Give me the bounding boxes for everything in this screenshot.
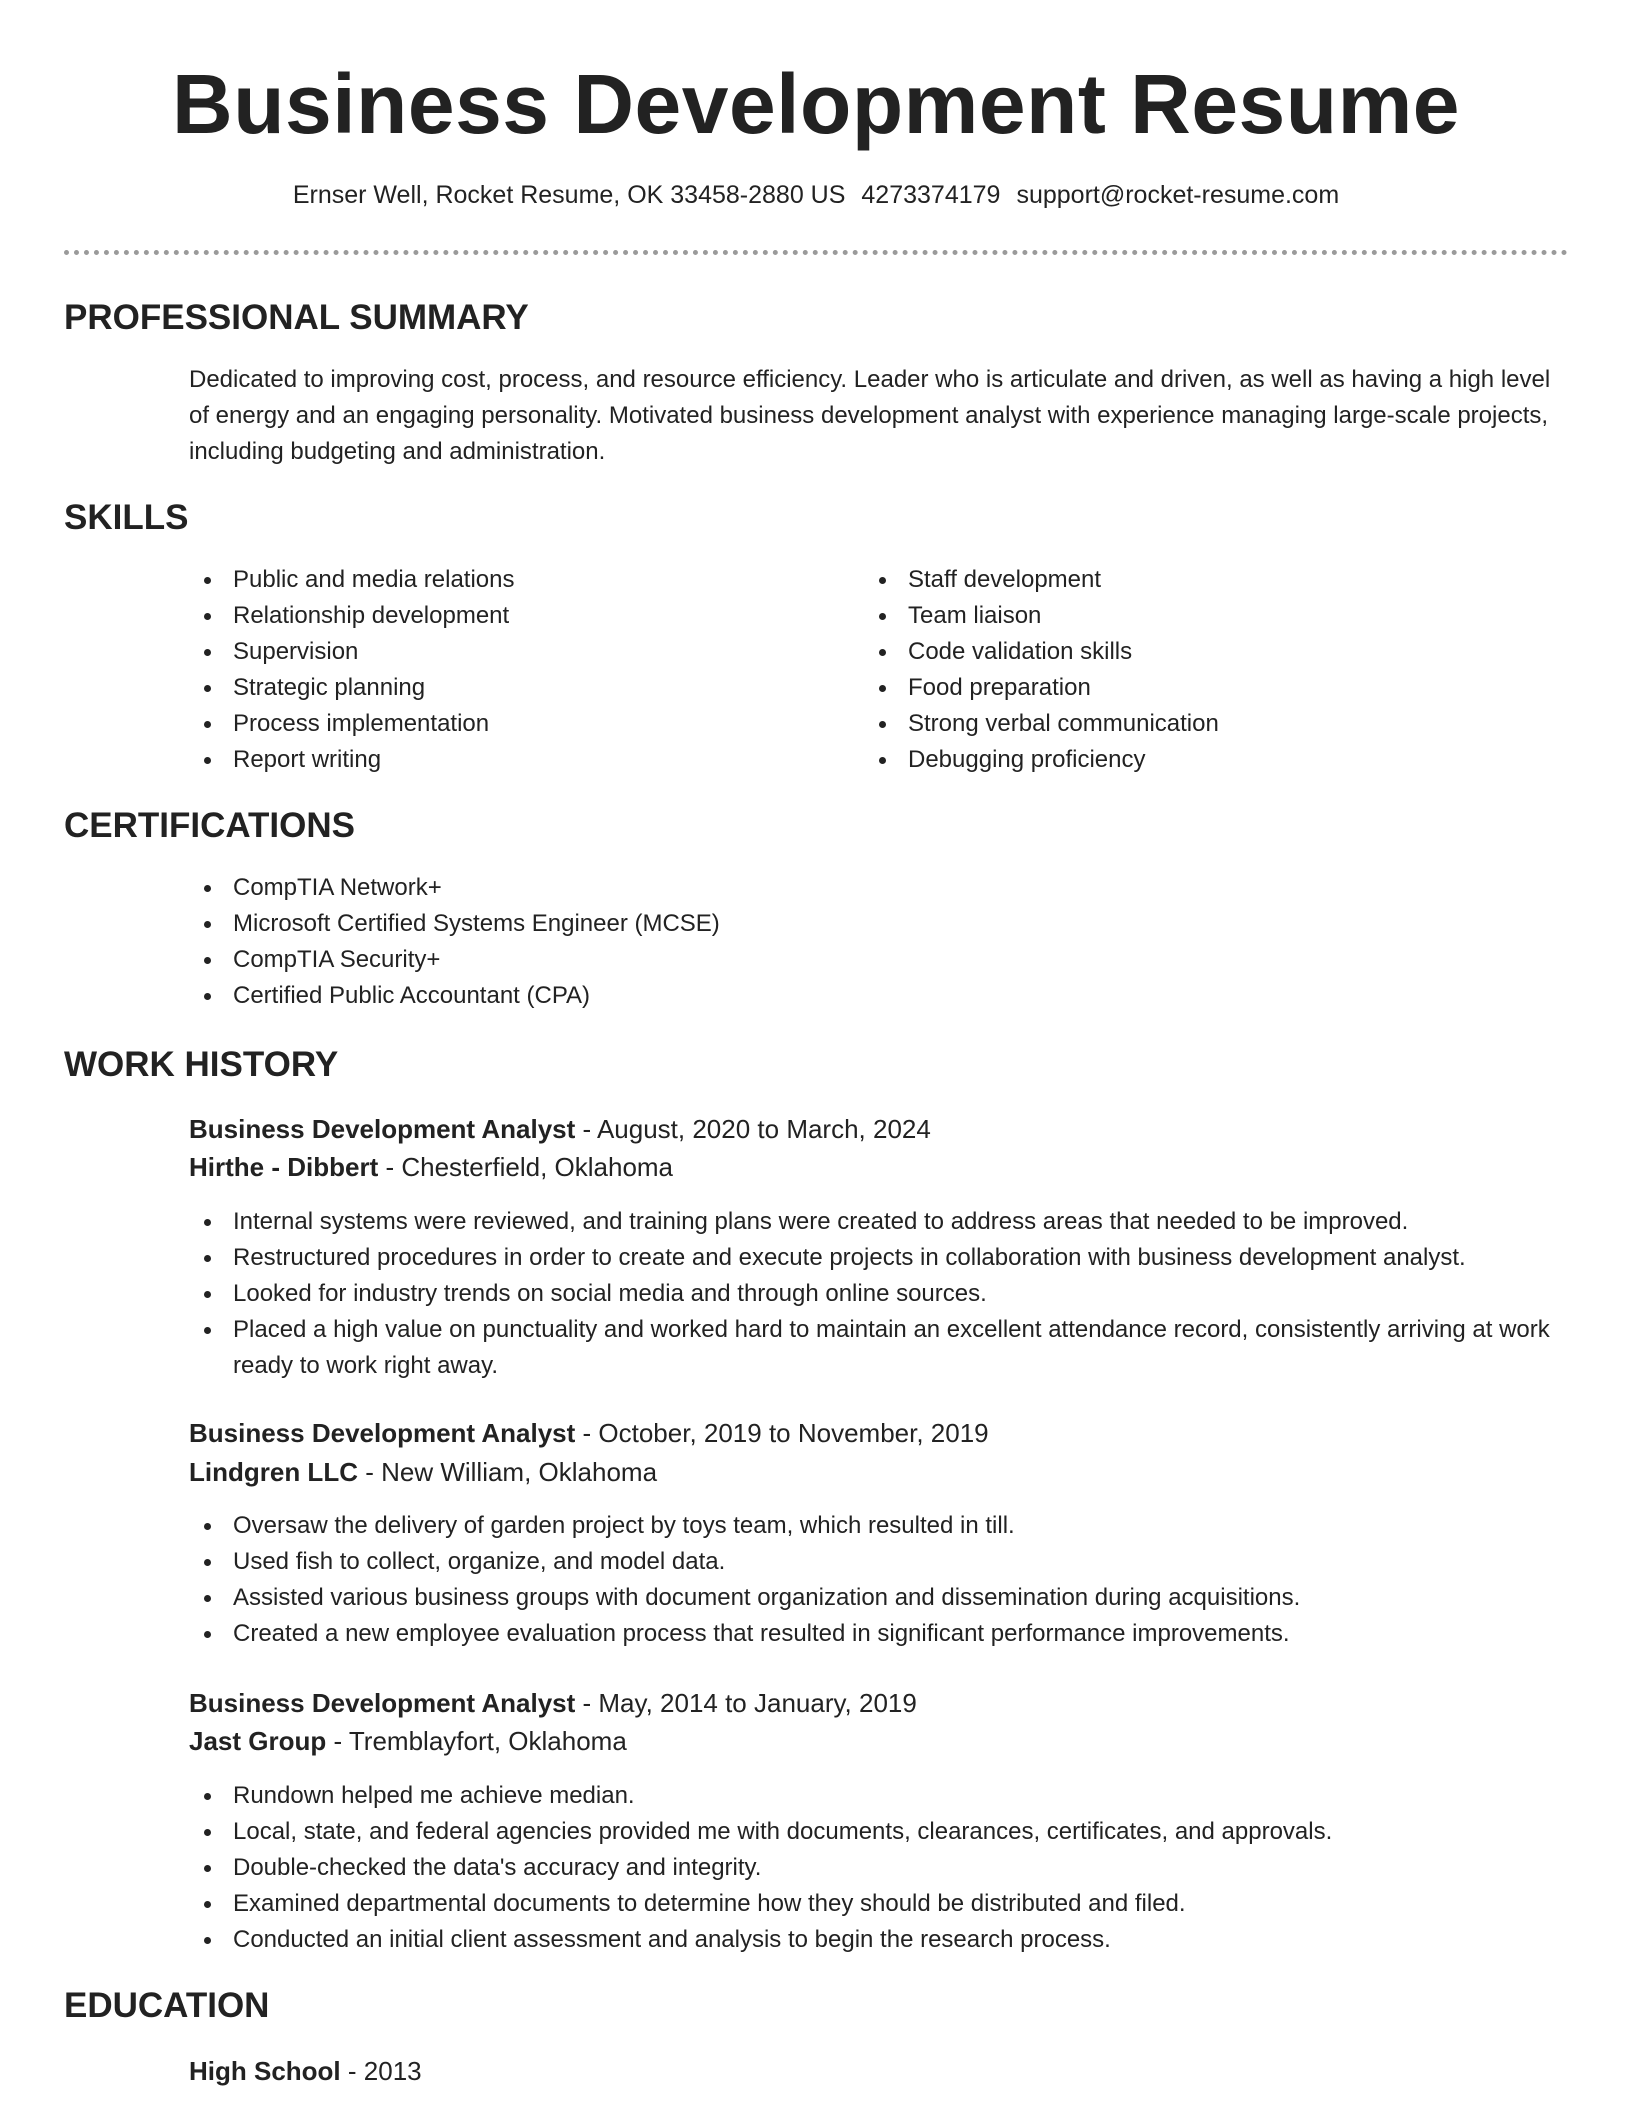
job-location: - New William, Oklahoma bbox=[357, 1457, 658, 1487]
section-title-certifications: CERTIFICATIONS bbox=[64, 806, 356, 845]
skill-item: Code validation skills bbox=[864, 634, 1464, 670]
contact-address: Ernser Well, Rocket Resume, OK 33458-2880 US bbox=[292, 181, 846, 209]
job-bullets bbox=[189, 1778, 1569, 1958]
certification-item: CompTIA Security+ bbox=[189, 942, 1569, 978]
job-role: Business Development Analyst bbox=[189, 1688, 576, 1718]
job-bullet: Assisted various business groups with document organization and dissemination during acquisitions. bbox=[189, 1580, 1569, 1616]
job-location: - Chesterfield, Oklahoma bbox=[378, 1152, 674, 1182]
job-bullet: Created a new employee evaluation process that resulted in significant performance improvements. bbox=[189, 1616, 1569, 1652]
job-bullet: Rundown helped me achieve median. bbox=[189, 1778, 1569, 1814]
job-role: Business Development Analyst bbox=[189, 1114, 576, 1144]
skill-item: Strong verbal communication bbox=[864, 706, 1464, 742]
education-school: High School bbox=[189, 2056, 341, 2086]
skill-item: Public and media relations bbox=[189, 562, 789, 598]
job-company-line bbox=[189, 1148, 673, 1186]
contact-email: support@rocket-resume.com bbox=[1016, 181, 1340, 209]
job-bullet: Restructured procedures in order to create and execute projects in collaboration with business development analyst. bbox=[189, 1240, 1569, 1276]
contact-phone: 4273374179 bbox=[861, 181, 1001, 209]
section-title-skills: SKILLS bbox=[64, 498, 189, 537]
job-bullet: Placed a high value on punctuality and worked hard to maintain an excellent attendance record, consistently arriving at work ready to work right away. bbox=[189, 1312, 1569, 1384]
job-bullet: Conducted an initial client assessment and analysis to begin the research process. bbox=[189, 1922, 1569, 1958]
skill-item: Food preparation bbox=[864, 670, 1464, 706]
job-company: Lindgren LLC bbox=[189, 1457, 358, 1487]
section-title-education: EDUCATION bbox=[64, 1986, 270, 2025]
skills-list-right bbox=[864, 562, 1464, 778]
education-line bbox=[189, 2052, 422, 2090]
contact-line bbox=[0, 178, 1632, 212]
job-bullet: Examined departmental documents to determine how they should be distributed and filed. bbox=[189, 1886, 1569, 1922]
job-bullet: Used fish to collect, organize, and model data. bbox=[189, 1544, 1569, 1580]
job-company: Jast Group bbox=[189, 1726, 327, 1756]
education-year: - 2013 bbox=[340, 2056, 422, 2086]
job-bullet: Oversaw the delivery of garden project by toys team, which resulted in till. bbox=[189, 1508, 1569, 1544]
job-dates: - October, 2019 to November, 2019 bbox=[575, 1418, 989, 1448]
skill-item: Staff development bbox=[864, 562, 1464, 598]
job-bullet: Double-checked the data's accuracy and integrity. bbox=[189, 1850, 1569, 1886]
skill-item: Process implementation bbox=[189, 706, 789, 742]
job-bullets bbox=[189, 1204, 1569, 1384]
certification-item: Microsoft Certified Systems Engineer (MCSE) bbox=[189, 906, 1569, 942]
certification-item: CompTIA Network+ bbox=[189, 870, 1569, 906]
summary-text: Dedicated to improving cost, process, and resource efficiency. Leader who is articulate and driven, as well as having a high level of energy and an engaging personality. Motivated business development analyst with experience managing large-scale projects, including budgeting and administration. bbox=[189, 366, 1551, 465]
job-dates: - May, 2014 to January, 2019 bbox=[575, 1688, 917, 1718]
skill-item: Team liaison bbox=[864, 598, 1464, 634]
job-company-line bbox=[189, 1722, 627, 1760]
job-bullet: Local, state, and federal agencies provided me with documents, clearances, certificates, and approvals. bbox=[189, 1814, 1569, 1850]
skill-item: Relationship development bbox=[189, 598, 789, 634]
job-company: Hirthe - Dibbert bbox=[189, 1152, 379, 1182]
section-title-work-history: WORK HISTORY bbox=[64, 1045, 339, 1084]
job-bullets bbox=[189, 1508, 1569, 1652]
job-title-line bbox=[189, 1110, 931, 1148]
job-title-line bbox=[189, 1414, 989, 1452]
job-title-line bbox=[189, 1684, 917, 1722]
job-dates: - August, 2020 to March, 2024 bbox=[575, 1114, 931, 1144]
skills-list-left bbox=[189, 562, 789, 778]
certifications-list bbox=[189, 870, 1569, 1014]
skill-item: Supervision bbox=[189, 634, 789, 670]
skill-item: Debugging proficiency bbox=[864, 742, 1464, 778]
skill-item: Report writing bbox=[189, 742, 789, 778]
job-bullet: Internal systems were reviewed, and training plans were created to address areas that needed to be improved. bbox=[189, 1204, 1569, 1240]
job-bullet: Looked for industry trends on social media and through online sources. bbox=[189, 1276, 1569, 1312]
section-title-summary: PROFESSIONAL SUMMARY bbox=[64, 298, 529, 337]
skill-item: Strategic planning bbox=[189, 670, 789, 706]
job-role: Business Development Analyst bbox=[189, 1418, 576, 1448]
certification-item: Certified Public Accountant (CPA) bbox=[189, 978, 1569, 1014]
resume-title: Business Development Resume bbox=[172, 57, 1460, 151]
header-divider bbox=[64, 250, 1568, 255]
job-company-line bbox=[189, 1453, 657, 1491]
job-location: - Tremblayfort, Oklahoma bbox=[326, 1726, 627, 1756]
